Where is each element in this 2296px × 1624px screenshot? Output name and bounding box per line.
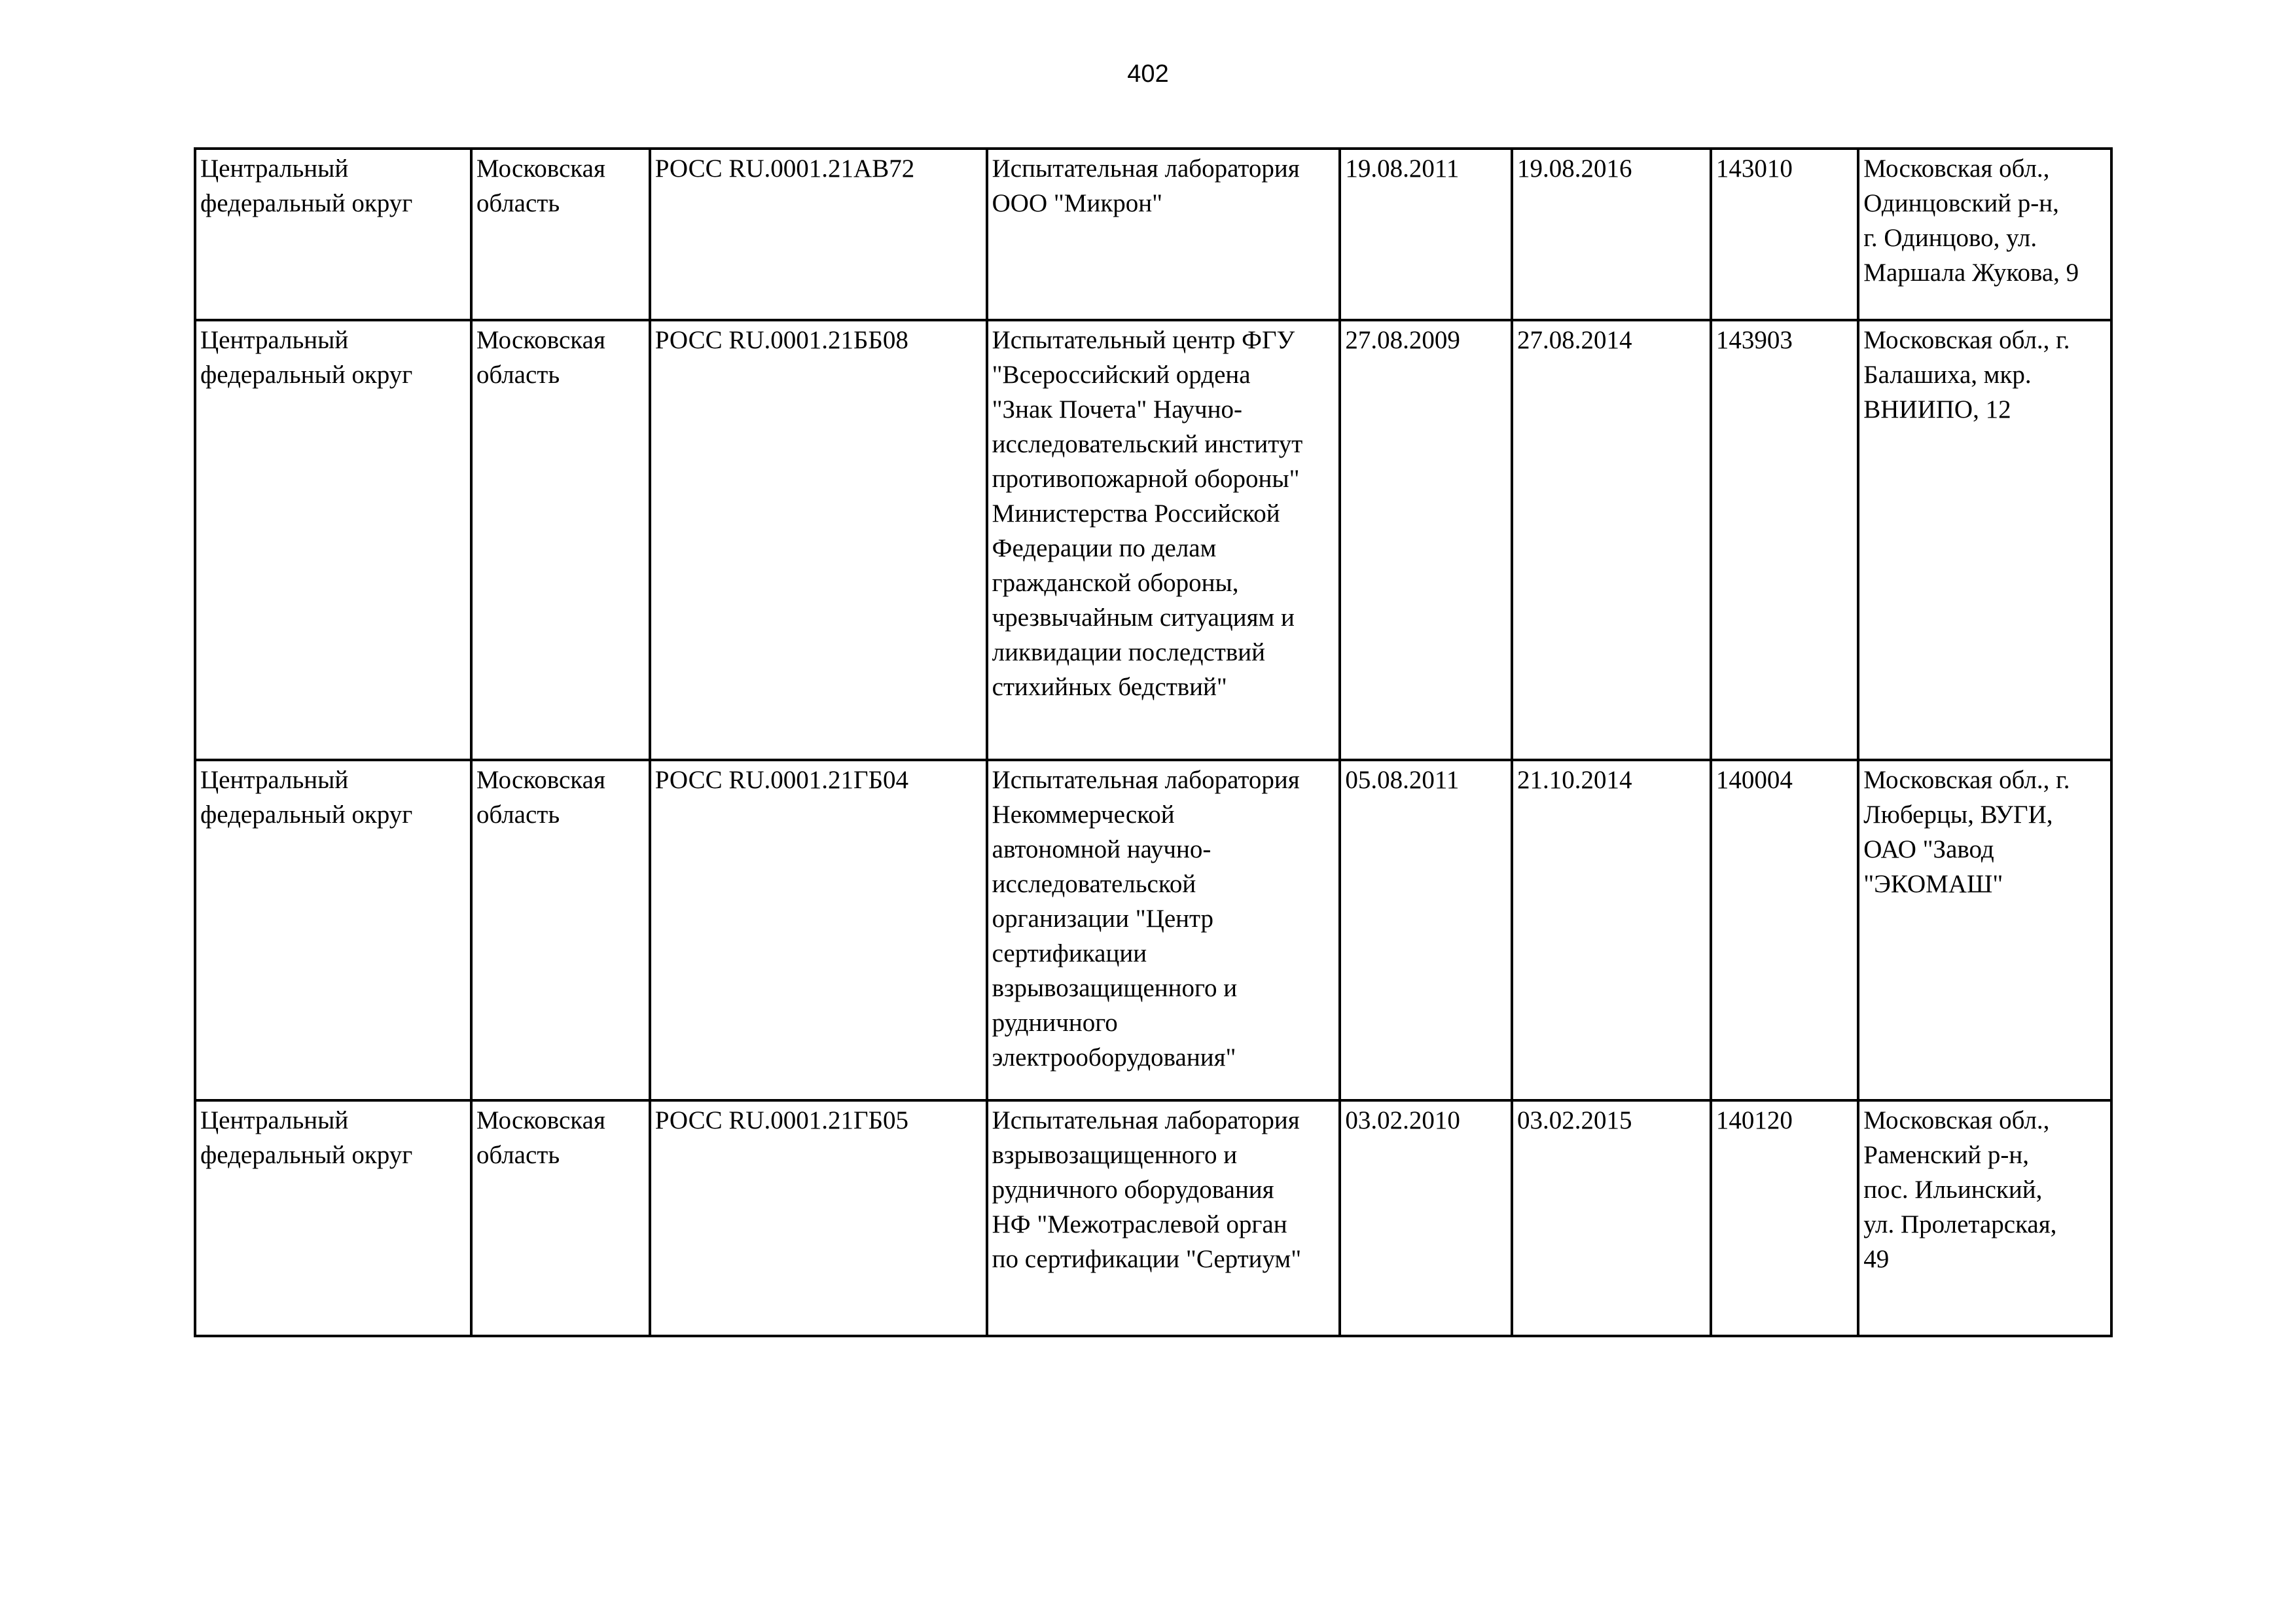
date-from-cell: 19.08.2011 — [1340, 149, 1512, 320]
district-cell: Центральный федеральный округ — [195, 1100, 471, 1336]
date-to-cell: 27.08.2014 — [1512, 320, 1711, 760]
district-cell: Центральный федеральный округ — [195, 320, 471, 760]
address-cell: Московская обл., Раменский р-н, пос. Ильинский, ул. Пролетарская, 49 — [1858, 1100, 2111, 1336]
registry-table — [194, 147, 2113, 1337]
page-number: 402 — [1127, 60, 1169, 88]
zip-cell: 140004 — [1711, 760, 1858, 1100]
cert-number-cell: РОСС RU.0001.21АВ72 — [650, 149, 987, 320]
cert-number-cell: РОСС RU.0001.21ГБ05 — [650, 1100, 987, 1336]
district-cell: Центральный федеральный округ — [195, 760, 471, 1100]
region-cell: Московская область — [471, 760, 650, 1100]
zip-cell: 140120 — [1711, 1100, 1858, 1336]
region-cell: Московская область — [471, 320, 650, 760]
organization-name-cell: Испытательный центр ФГУ "Всероссийский ордена "Знак Почета" Научно- исследовательский институт противопожарной обороны" Министерства Российской Федерации по делам гражданской обороны, чрезвычайным ситуациям и ликвидации последствий стихийных бедствий" — [987, 320, 1340, 760]
zip-cell: 143010 — [1711, 149, 1858, 320]
address-cell: Московская обл., г. Балашиха, мкр. ВНИИПО, 12 — [1858, 320, 2111, 760]
address-cell: Московская обл., Одинцовский р-н, г. Одинцово, ул. Маршала Жукова, 9 — [1858, 149, 2111, 320]
region-cell: Московская область — [471, 1100, 650, 1336]
date-to-cell: 19.08.2016 — [1512, 149, 1711, 320]
table-row — [195, 760, 2111, 1100]
cert-number-cell: РОСС RU.0001.21ББ08 — [650, 320, 987, 760]
table-row — [195, 149, 2111, 320]
date-from-cell: 03.02.2010 — [1340, 1100, 1512, 1336]
district-cell: Центральный федеральный округ — [195, 149, 471, 320]
organization-name-cell: Испытательная лаборатория взрывозащищенного и рудничного оборудования НФ "Межотраслевой орган по сертификации "Сертиум" — [987, 1100, 1340, 1336]
table-row — [195, 320, 2111, 760]
date-from-cell: 05.08.2011 — [1340, 760, 1512, 1100]
zip-cell: 143903 — [1711, 320, 1858, 760]
organization-name-cell: Испытательная лаборатория Некоммерческой автономной научно- исследовательской организации "Центр сертификации взрывозащищенного и рудничного электрооборудования" — [987, 760, 1340, 1100]
organization-name-cell: Испытательная лаборатория ООО "Микрон" — [987, 149, 1340, 320]
date-from-cell: 27.08.2009 — [1340, 320, 1512, 760]
table-row — [195, 1100, 2111, 1336]
region-cell: Московская область — [471, 149, 650, 320]
address-cell: Московская обл., г. Люберцы, ВУГИ, ОАО "Завод "ЭКОМАШ" — [1858, 760, 2111, 1100]
date-to-cell: 03.02.2015 — [1512, 1100, 1711, 1336]
date-to-cell: 21.10.2014 — [1512, 760, 1711, 1100]
cert-number-cell: РОСС RU.0001.21ГБ04 — [650, 760, 987, 1100]
